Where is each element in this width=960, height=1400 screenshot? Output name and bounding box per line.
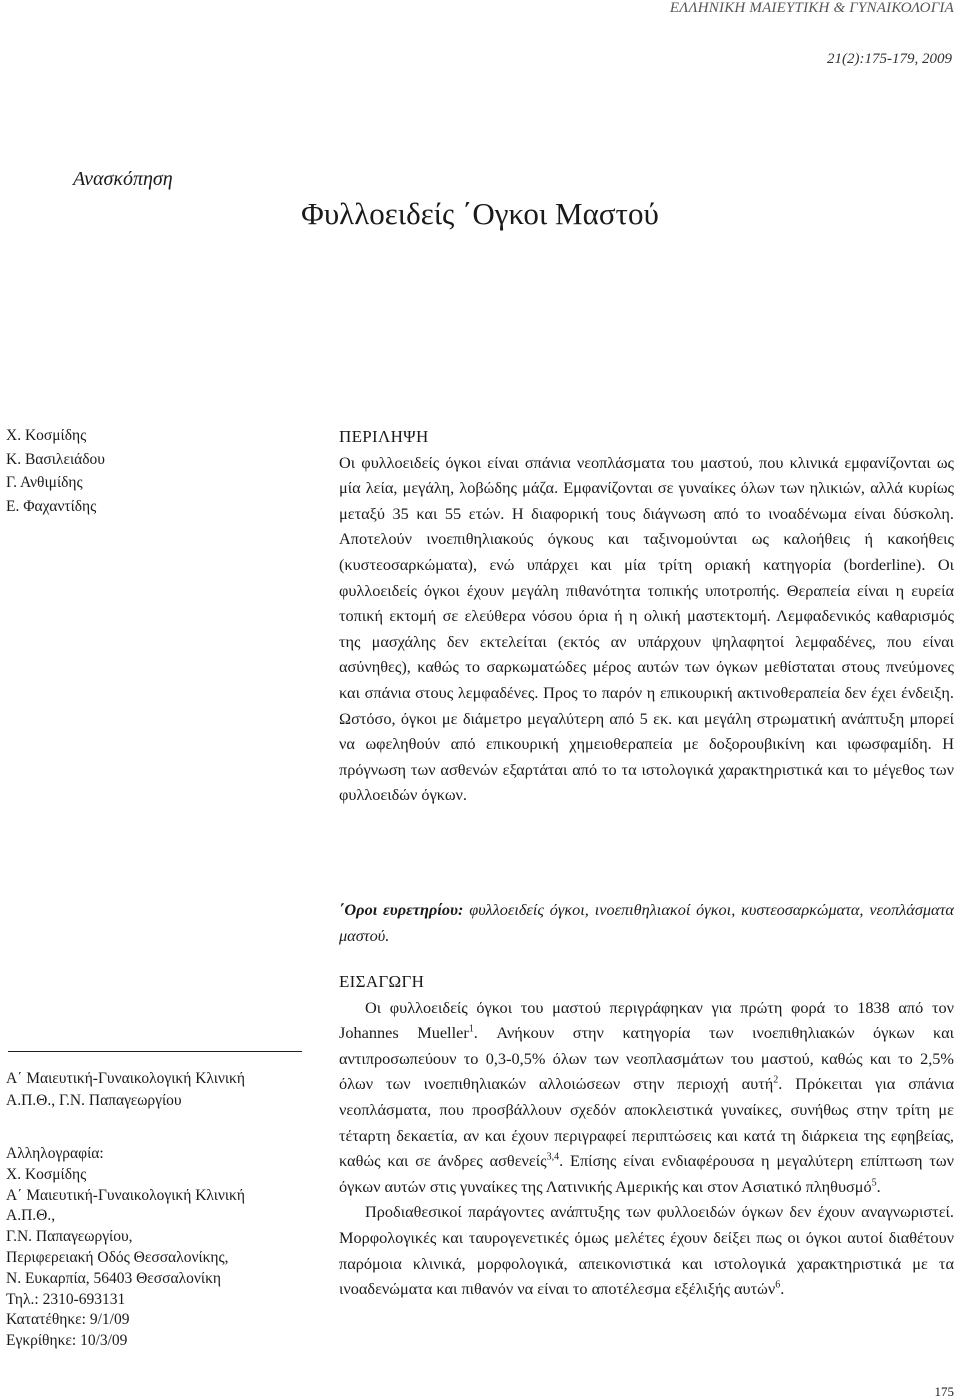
correspondence-line: Α.Π.Θ., [6,1207,56,1225]
journal-citation: 21(2):175-179, 2009 [827,51,952,67]
abstract-section [339,424,954,808]
article-title: Φυλλοειδείς ΄Ογκοι Μαστού [301,196,659,231]
author-name: Ε. Φαχαντίδης [6,497,97,515]
reference-mark: 3,4 [546,1151,560,1163]
correspondence-line: Γ.Ν. Παπαγεωργίου, [6,1228,133,1246]
affiliation-line: Α.Π.Θ., Γ.Ν. Παπαγεωργίου [6,1092,182,1110]
author-name: Κ. Βασιλειάδου [6,450,105,468]
correspondence-line: Τηλ.: 2310-693131 [6,1290,126,1308]
correspondence-line: Κατατέθηκε: 9/1/09 [6,1311,130,1329]
footnote-divider [8,1051,302,1052]
author-name: Γ. Ανθιμίδης [6,474,83,491]
journal-name: ΕΛΛΗΝΙΚΗ ΜΑΙΕΥΤΙΚΗ & ΓΥΝΑΙΚΟΛΟΓΙΑ [669,0,954,16]
correspondence-line: Περιφερειακή Οδός Θεσσαλονίκης, [6,1248,229,1266]
introduction-paragraph: Οι φυλλοειδείς όγκοι του μαστού περιγράφηκαν για πρώτη φορά το 1838 από τον Johannes Mueller$^1$. Ανήκουν στην κατηγορία των ινοεπιθηλιακών όγκων και αντιπροσωπεύουν το 0,3-0,5% όλων των νεοπλασμάτων του μαστού, καθώς και το 2,5% όλων των ινοεπιθηλιακών αλλοιώσεων στην περιοχή αυτή$^2$. Πρόκειται για σπάνια νεοπλάσματα, που προσβάλλουν σχεδόν αποκλειστικά γυναίκες, συνήθως στην τρίτη με τέταρτη δεκαετία, αν και έχουν περιγραφεί περιπτώσεις και κατά τη διάρκεια της εφηβείας, καθώς και σε άνδρες ασθενείς$^{3,4}$. Επίσης είναι ενδιαφέρουσα η μεγαλύτερη επίπτωση των όγκων αυτών στις γυναίκες της Λατινικής Αμερικής και στον Ασιατικό πληθυσμό$^5$. [339,997,955,1196]
affiliation-block [6,1068,245,1113]
introduction-heading: ΕΙΣΑΓΩΓΗ [339,972,425,991]
abstract-heading: ΠΕΡΙΛΗΨΗ [339,427,429,446]
correspondence-block [6,1144,245,1352]
keywords-section [339,897,954,948]
reference-mark: 1 [468,1023,474,1035]
correspondence-line: Εγκρίθηκε: 10/3/09 [6,1332,128,1350]
page-number: 175 [934,1384,954,1399]
author-name: Χ. Κοσμίδης [6,427,87,444]
article-type: Ανασκόπηση [73,168,173,190]
correspondence-line: Χ. Κοσμίδης [6,1165,87,1183]
abstract-text: Οι φυλλοειδείς όγκοι είναι σπάνια νεοπλάσματα του μαστού, που κλινικά εμφανίζονται ως μία λεία, μεγάλη, λοβώδης μάζα. Εμφανίζονται σε γυναίκες όλων των ηλικιών, αλλά κυρίως μεταξύ 35 και 55 ετών. Η διαφορική τους διάγνωση από το ινοαδένωμα είναι δύσκολη. Αποτελούν ινοεπιθηλιακούς όγκους και ταξινομούνται ως καλοήθεις ή κακοήθεις (κυστεοσαρκώματα), ενώ υπάρχει και μία τρίτη οριακή κατηγορία (borderline). Οι φυλλοειδείς όγκοι έχουν μεγάλη πιθανότητα τοπικής υποτροπής. Θεραπεία είναι η ευρεία τοπική εκτομή σε ελεύθερα νόσου όρια ή η ολική μαστεκτομή. Λεμφαδενικός καθαρισμός της μασχάλης δεν εκτελείται (εκτός αν υπάρχουν ψηλαφητοί λεμφαδένες, που είναι ασύνηθες), καθώς το σαρκωματώδες μέρος αυτών των όγκων μεθίσταται στους πνεύμονες και σπάνια στους λεμφαδένες. Προς το παρόν η επικουρική ακτινοθεραπεία δεν έχει ένδειξη. Ωστόσο, όγκοι με διάμετρο μεγαλύτερη από 5 εκ. και μεγάλη στρωματική ανάπτυξη μπορεί να ωφεληθούν από επικουρική χημειοθεραπεία με δοξορουβικίνη και ιφωσφαμίδη. Η πρόγνωση των ασθενών εξαρτάται από το τα ιστολογικά χαρακτηριστικά και το μέγεθος των φυλλοειδών όγκων. [339,452,954,805]
reference-mark: 2 [773,1074,779,1086]
affiliation-line: Α΄ Μαιευτική-Γυναικολογική Κλινική [6,1070,245,1087]
reference-mark: 5 [871,1177,877,1189]
correspondence-label: Αλληλογραφία: [6,1145,104,1162]
keywords-text: φυλλοειδείς όγκοι, ινοεπιθηλιακοί όγκοι, κυστεοσαρκώματα, νεοπλάσματα μαστού. [339,900,954,945]
reference-mark: 6 [775,1279,781,1291]
introduction-paragraph: Προδιαθεσικοί παράγοντες ανάπτυξης των φυλλοειδών όγκων δεν έχουν αναγνωριστεί. Μορφολογικές και ταυρογενετικές όμως μελέτες έχουν δείξει πως οι όγκοι αυτοί διαθέτουν παρόμοια κλινικά, μορφολογικά, απεικονιστικά και ιστολογικά χαρακτηριστικά με τα ινοαδενώματα και πιθανόν να είναι το αποτέλεσμα εξέλιξής αυτών$^6$. [339,1202,954,1299]
introduction-section [339,969,954,1302]
correspondence-line: Α΄ Μαιευτική-Γυναικολογική Κλινική [6,1186,245,1204]
author-list [6,424,105,518]
keywords-label: ΄Οροι ευρετηρίου: [339,900,464,919]
correspondence-line: Ν. Ευκαρπία, 56403 Θεσσαλονίκη [6,1269,222,1287]
